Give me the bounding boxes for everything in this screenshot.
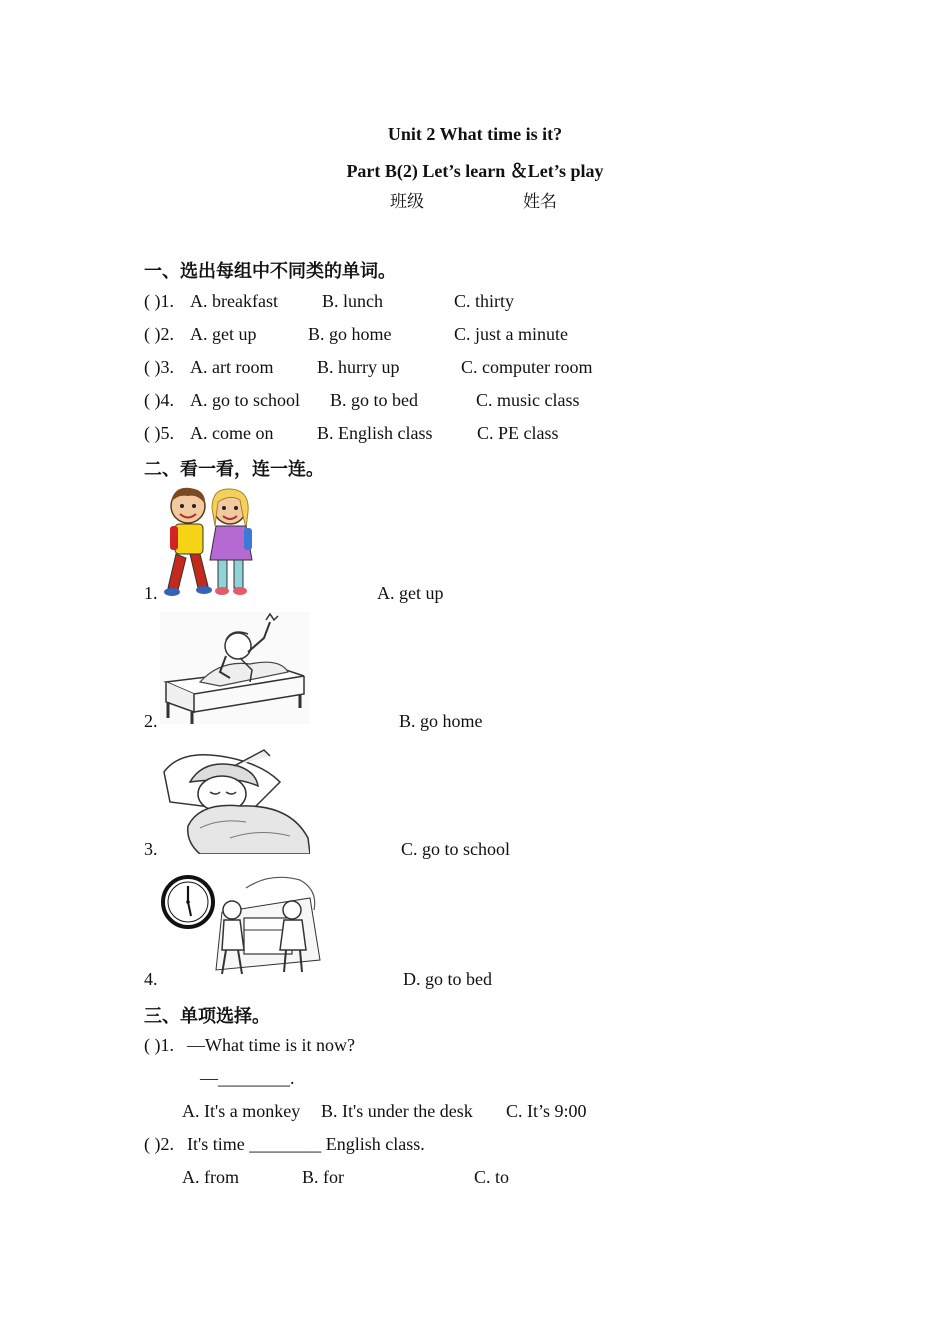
item-prefix: ( )1. bbox=[144, 291, 174, 311]
question-text: It's time ________ English class. bbox=[187, 1134, 425, 1154]
option-a: A. breakfast bbox=[190, 291, 278, 311]
name-label: 姓名 bbox=[523, 192, 557, 212]
option-c: C. PE class bbox=[477, 423, 559, 443]
boy-getting-up-icon bbox=[160, 612, 310, 724]
kids-walking-icon bbox=[160, 484, 260, 600]
choice-c: C. It’s 9:00 bbox=[506, 1101, 587, 1121]
option-c: C. computer room bbox=[461, 357, 593, 377]
option-a: A. art room bbox=[190, 357, 274, 377]
page-subtitle: Part B(2) Let’s learn ＆Let’s play bbox=[346, 161, 604, 181]
question-text: —What time is it now? bbox=[187, 1035, 355, 1055]
clock-kids-going-home-icon bbox=[160, 870, 324, 982]
item-prefix: ( )5. bbox=[144, 423, 174, 443]
picture-number: 2. bbox=[144, 711, 158, 731]
choice-b: B. It's under the desk bbox=[321, 1101, 473, 1121]
option-b: B. hurry up bbox=[317, 357, 400, 377]
page-title: Unit 2 What time is it? bbox=[387, 124, 563, 144]
match-option-d: D. go to bed bbox=[403, 969, 492, 989]
choice-b: B. for bbox=[302, 1167, 344, 1187]
picture-number: 4. bbox=[144, 969, 158, 989]
option-a: A. come on bbox=[190, 423, 274, 443]
section1-heading: 一、选出每组中不同类的单词。 bbox=[144, 261, 396, 282]
question-prefix: ( )1. bbox=[144, 1035, 174, 1055]
choice-a: A. It's a monkey bbox=[182, 1101, 301, 1121]
class-label: 班级 bbox=[390, 192, 424, 212]
option-b: B. lunch bbox=[322, 291, 383, 311]
item-prefix: ( )3. bbox=[144, 357, 174, 377]
match-option-a: A. get up bbox=[377, 583, 444, 603]
boy-sleeping-icon bbox=[160, 742, 310, 854]
question-prefix: ( )2. bbox=[144, 1134, 174, 1154]
choice-c: C. to bbox=[474, 1167, 510, 1187]
section3-heading: 三、单项选择。 bbox=[144, 1006, 270, 1027]
option-b: B. go home bbox=[308, 324, 392, 344]
picture-number: 3. bbox=[144, 839, 158, 859]
section2-heading: 二、看一看，连一连。 bbox=[144, 459, 324, 480]
option-a: A. go to school bbox=[190, 390, 300, 410]
option-c: C. thirty bbox=[454, 291, 515, 311]
choice-a: A. from bbox=[182, 1167, 239, 1187]
option-b: B. go to bed bbox=[330, 390, 418, 410]
picture-number: 1. bbox=[144, 583, 158, 603]
answer-blank: —________. bbox=[200, 1068, 295, 1088]
option-b: B. English class bbox=[317, 423, 433, 443]
match-option-c: C. go to school bbox=[401, 839, 511, 859]
option-c: C. just a minute bbox=[454, 324, 568, 344]
option-c: C. music class bbox=[476, 390, 580, 410]
item-prefix: ( )2. bbox=[144, 324, 174, 344]
item-prefix: ( )4. bbox=[144, 390, 174, 410]
match-option-b: B. go home bbox=[399, 711, 483, 731]
option-a: A. get up bbox=[190, 324, 257, 344]
